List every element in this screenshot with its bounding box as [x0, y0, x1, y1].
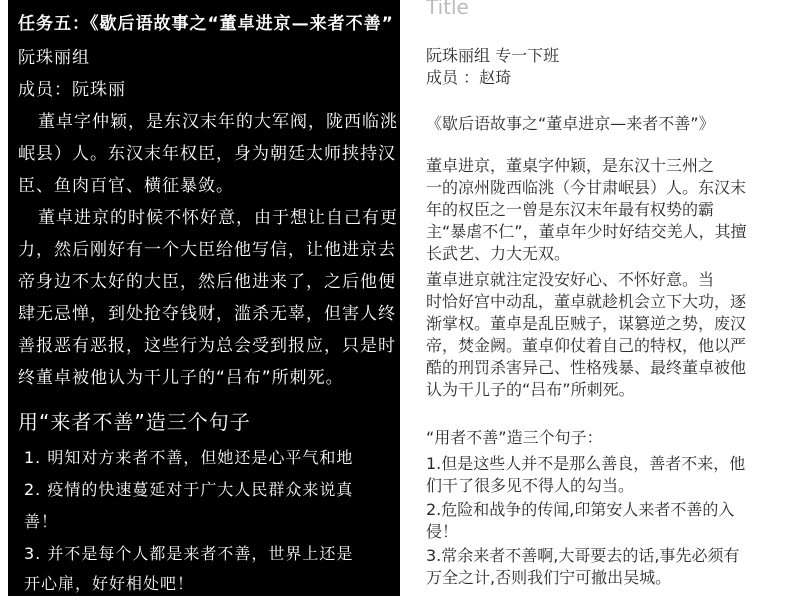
sentence-line: 1.但是这些人并不是那么善良，善者不来，他 — [426, 454, 746, 473]
story-line: 年的权臣之一曾是东汉末年最有权势的霸 — [426, 200, 715, 219]
document-title-placeholder: Title — [426, 0, 469, 19]
sentence-item: 1. 明知对方来者不善，但她还是心平气和地 — [24, 448, 354, 467]
group-line: 阮珠丽组 专一下班 — [426, 46, 560, 65]
story-line: 主“暴虐不仁”，董卓年少时好结交羌人，其擅 — [426, 222, 747, 241]
story-line: 董卓字仲颖，是东汉末年的大军阀，陇西临洮 — [38, 112, 398, 132]
members-line: 成员 ：赵琦 — [426, 68, 512, 87]
group-name: 阮珠丽组 — [18, 48, 90, 68]
story-line: 董卓进京的时候不怀好意，由于想让自己有更 — [38, 208, 398, 228]
story-line: 渐掌权。董卓是乱臣贼子，谋篡逆之势，废汉 — [426, 314, 747, 333]
story-line: 认为干儿子的“吕布”所刺死。 — [426, 380, 635, 399]
sentences-heading: 用“来者不善”造三个句子 — [18, 410, 251, 434]
right-document-photo — [410, 0, 794, 600]
story-line: 酷的刑罚杀害异己、性格残暴、最终董卓被他 — [426, 358, 747, 377]
sentence-line: 们干了很多见不得人的勾当。 — [426, 476, 635, 495]
members-line: 成员：阮珠丽 — [18, 80, 126, 100]
story-line: 善报恶有恶报，这些行为总会受到报应，只是时 — [18, 336, 396, 356]
story-line: 帝，焚金阙。董卓仰仗着自己的特权，他以严 — [426, 336, 747, 355]
sentence-line: 侵！ — [426, 522, 459, 541]
sentence-line: 2.危险和战争的传闻,印第安人来者不善的入 — [426, 500, 735, 519]
left-document-photo — [8, 0, 400, 596]
story-line: 时恰好宫中动乱，董卓就趁机会立下大功，逐 — [426, 292, 747, 311]
sentence-item: 开心扉，好好相处吧！ — [24, 574, 195, 593]
sentence-line: 万全之计,否则我们宁可撤出吴城。 — [426, 568, 672, 587]
story-line: 长武艺、力大无双。 — [426, 244, 571, 263]
sentence-line: 3.常余来者不善啊,大哥要去的话,事先必须有 — [426, 546, 740, 565]
story-line: 力，然后刚好有一个大臣给他写信，让他进京去 — [18, 240, 396, 260]
sentence-item: 善！ — [24, 512, 59, 531]
story-line: 一的凉州陇西临洮（今甘肃岷县）人。东汉末 — [426, 178, 747, 197]
story-title: 《歇后语故事之“董卓进京—来者不善”》 — [426, 114, 715, 133]
sentence-item: 3. 并不是每个人都是来者不善，世界上还是 — [24, 544, 354, 563]
story-line: 岷县）人。东汉末年权臣，身为朝廷太师挟持汉 — [18, 144, 396, 164]
sentence-item: 2. 疫情的快速蔓延对于广大人民群众来说真 — [24, 480, 354, 499]
story-line: 董卓进京，董桌字仲颖，是东汉十三州之 — [426, 156, 715, 175]
story-line: 臣、鱼肉百官、横征暴敛。 — [18, 176, 234, 196]
story-line: 肆无忌惮，到处抢夺钱财，滥杀无辜，但害人终 — [18, 304, 396, 324]
story-line: 董卓进京就注定没安好心、不怀好意。当 — [426, 270, 715, 289]
story-line: 帝身边不太好的大臣，然后他进来了，之后他便 — [18, 272, 396, 292]
sentences-heading: “用者不善”造三个句子： — [426, 428, 603, 447]
story-line: 终董卓被他认为干儿子的“吕布”所刺死。 — [18, 368, 344, 388]
task-title: 任务五：《歇后语故事之“董卓进京—来者不善” — [18, 14, 394, 34]
